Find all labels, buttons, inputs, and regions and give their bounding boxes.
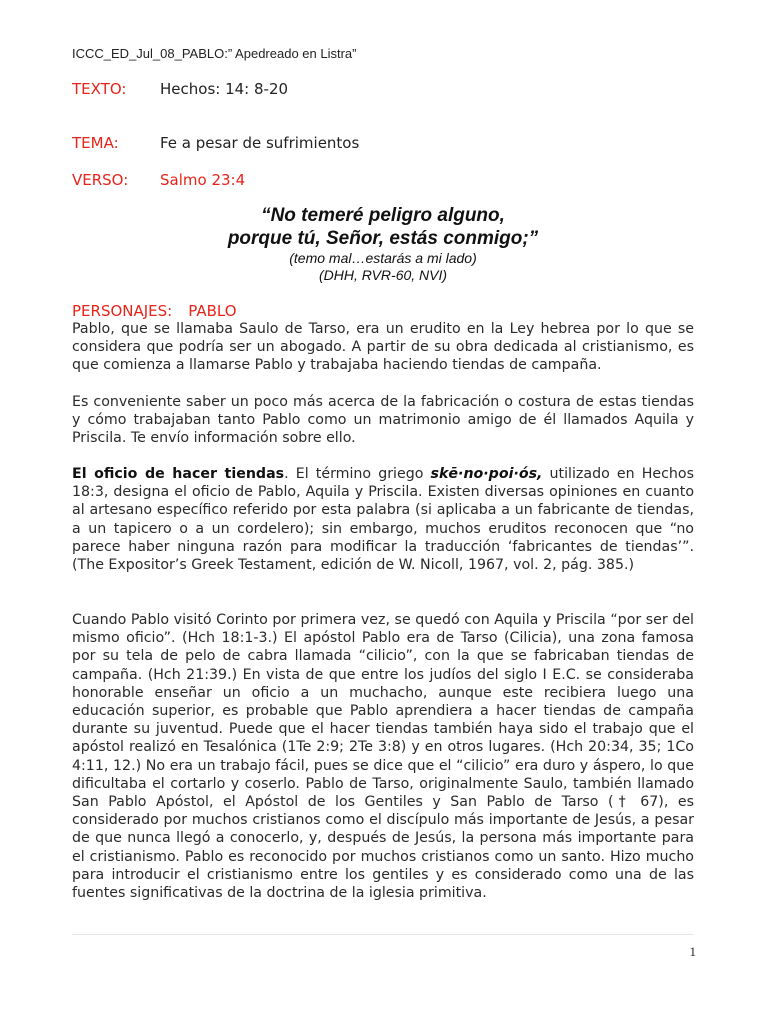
quote-line-2: porque tú, Señor, estás conmigo;”	[227, 228, 539, 249]
texto-value: Hechos: 14: 8-20	[160, 80, 289, 98]
quote-line-1: “No temeré peligro alguno,	[261, 205, 505, 226]
tema-label: TEMA:	[72, 134, 119, 152]
paragraph-info: Es conveniente saber un poco más acerca de la fabricación o costura de estas tiendas y cómo trabajaban tanto Pablo como un matrimonio amigo de él llamados Aquila y Priscila. Te envío información sobre ello.	[72, 394, 694, 447]
paragraph-oficio	[72, 465, 694, 574]
personajes-label: PERSONAJES:	[72, 302, 173, 320]
paragraph-corinto: Cuando Pablo visitó Corinto por primera vez, se quedó con Aquila y Priscila “por ser del mismo oficio”. (Hch 18:1-3.) El apóstol Pablo era de Tarso (Cilicia), una zona famosa por su tela de pelo de cabra llamada “cilicio”, con la que se fabricaban tiendas de campaña. (Hch 21:39.) En vista de que entre los judíos del siglo I E.C. se consideraba honorable enseñar un oficio a un muchacho, aunque este recibiera luego una educación superior, es probable que Pablo aprendiera a hacer tiendas de campaña durante su juventud. Puede que el hacer tiendas también haya sido el trabajo que el apóstol realizó en Tesalónica (1Te 2:9; 2Te 3:8) y en otros lugares. (Hch 20:34, 35; 1Co 4:11, 12.) No era un trabajo fácil, pues se dice que el “cilicio” era duro y áspero, lo que dificultaba el cortarlo y coserlo. Pablo de Tarso, originalmente Saulo, también llamado San Pablo Apóstol, el Apóstol de los Gentiles y San Pablo de Tarso († 67), es considerado por muchos cristianos como el discípulo más importante de Jesús, a pesar de que nunca llegó a conocerlo, y, después de Jesús, la persona más importante para el cristianismo. Pablo es reconocido por muchos cristianos como un santo. Hizo mucho para introducir el cristianismo entre los gentiles y es considerado como una de las fuentes significativas de la doctrina de la iglesia primitiva.	[72, 612, 694, 902]
verso-value: Salmo 23:4	[160, 171, 246, 189]
footer-divider	[72, 934, 694, 935]
verso-field	[72, 171, 245, 189]
oficio-text-b: utilizado en Hechos 18:3, designa el oficio de Pablo, Aquila y Priscila. Existen diversas opiniones en cuanto al artesano específico referido por esta palabra (si aplicaba a un fabricante de tiendas, a un tapicero o a un cordelero); sin embargo, muchos eruditos reconocen que “no parece haber ninguna razón para modificar la traducción ‘fabricantes de tiendas’”. (The Expositor’s Greek Testament, edición de W. Nicoll, 1967, vol. 2, pág. 385.)	[72, 466, 694, 574]
texto-label: TEXTO:	[72, 80, 127, 98]
document-header: ICCC_ED_Jul_08_PABLO:” Apedreado en Listra”	[72, 46, 357, 61]
verso-label: VERSO:	[72, 171, 129, 189]
oficio-text-a: . El término griego	[284, 466, 431, 482]
tema-value: Fe a pesar de sufrimientos	[160, 134, 360, 152]
personajes-heading	[72, 302, 237, 320]
page-number: 1	[689, 944, 696, 959]
quote-versions: (DHH, RVR-60, NVI)	[318, 267, 448, 283]
oficio-heading: El oficio de hacer tiendas	[72, 466, 285, 482]
tema-field	[72, 134, 359, 152]
quote-paraphrase: (temo mal…estarás a mi lado)	[289, 250, 477, 266]
paragraph-intro: Pablo, que se llamaba Saulo de Tarso, era un erudito en la Ley hebrea por lo que se considera que podría ser un abogado. A partir de su obra dedicada al cristianismo, es que comienza a llamarse Pablo y trabajaba haciendo tiendas de campaña.	[72, 321, 694, 374]
greek-term: skē·no·poi·ós,	[430, 466, 543, 482]
texto-field	[72, 80, 288, 98]
personajes-name: PABLO	[188, 302, 237, 320]
verse-quote	[72, 204, 694, 284]
